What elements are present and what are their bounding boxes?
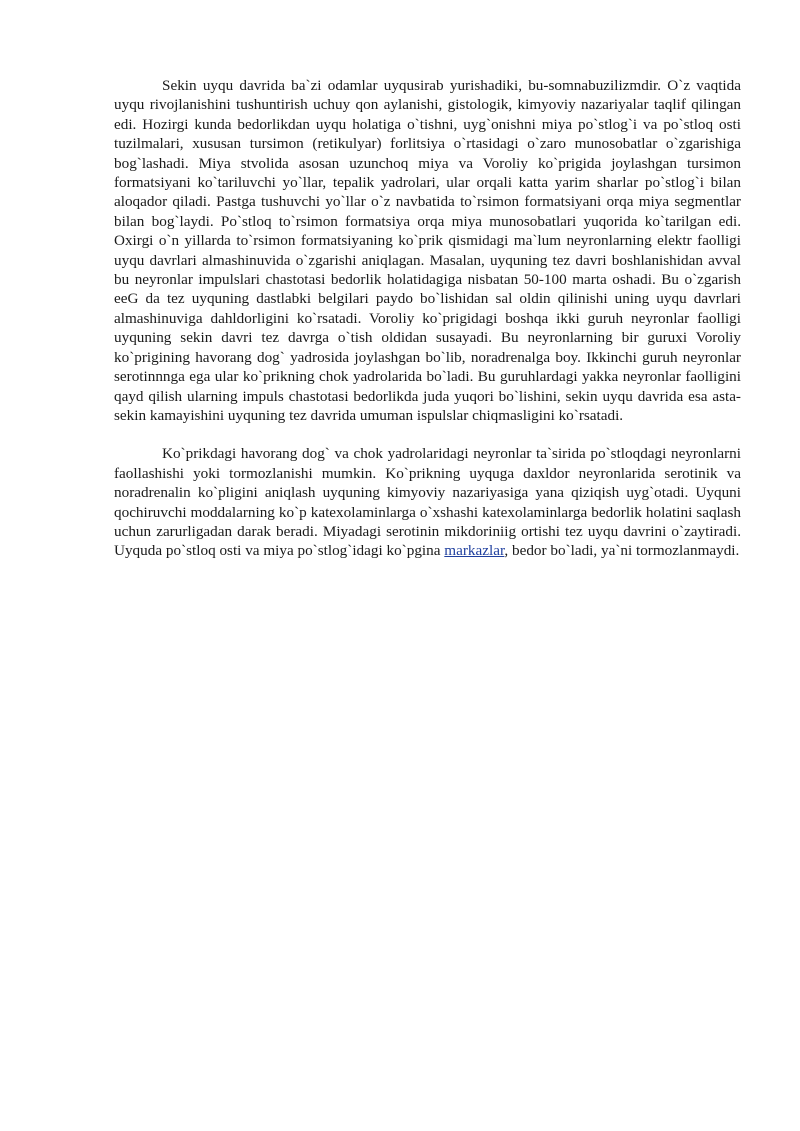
markazlar-link[interactable]: markazlar xyxy=(444,542,505,560)
paragraph-2-end: , bedor bo`ladi, ya`ni tormozlanmaydi. xyxy=(504,542,740,560)
paragraph-2 xyxy=(114,444,741,560)
paragraph-2-text: Ko`prikdagi havorang dog` va chok yadrolaridagi neyronlar ta`sirida po`stloqdagi neyronlarni faollashishi yoki tormozlanishi mumkin. Ko`prikning uyquga daxldor neyronlarida serotinik va noradrenalin ko`pligini aniqlash uyquning kimyoviy nazariyasiga yana qiziqish uyg`otadi. Uyquni qochiruvchi moddalarning ko`p katexolaminlarga o`xshashi katexolaminlarga bedorlik holatini saqlash uchun zarurligadan darak beradi. Miyadagi serotinin mikdoriniig ortishi tez uyqu davrini o`zaytiradi. Uyquda po`stloq osti va miya po`stlog`idagi ko`pgina xyxy=(114,445,741,560)
document-body xyxy=(114,76,741,561)
paragraph-1: Sekin uyqu davrida ba`zi odamlar uyqusirab yurishadiki, bu-somnabuzilizmdir. O`z vaqtida uyqu rivojlanishini tushuntirish uchuy qon aylanishi, gistologik, kimyoviy nazariyalar taqlif qilingan edi. Hozirgi kunda bedorlikdan uyqu holatiga o`tishni, uyg`onishni miya po`stlog`i va po`stloq osti tuzilmalari, xususan tursimon (retikulyar) forlitsiya o`rtasidagi o`zaro munosobatlar o`zgarishiga bog`lashadi. Miya stvolida asosan uzunchoq miya va Voroliy ko`prigida joylashgan tursimon formatsiyani ko`tariluvchi yo`llar, tepalik yadrolari, ular orqali katta yarim sharlar po`stlog`i bilan aloqador qiladi. Pastga tushuvchi yo`llar o`z navbatida to`rsimon formatsiyani orqa miya segmentlar bilan bog`laydi. Po`stloq to`rsimon formatsiya orqa miya munosobatlari yuqorida ko`tarilgan edi. Oxirgi o`n yillarda to`rsimon formatsiyaning ko`prik qismidagi ma`lum neyronlarning elektr faolligi uyqu davrlari almashinuvida o`zgarishi aniqlagan. Masalan, uyquning tez davri boshlanishidan avval bu neyronlar impulslari chastotasi bedorlik holatidagiga nisbatan 50-100 marta oshadi. Bu o`zgarish eeG da tez uyquning dastlabki belgilari paydo bo`lishidan sal oldin qilinishi uning uyqu davrlari almashinuviga dahldorligini ko`rsatadi. Voroliy ko`prigidagi boshqa ikki guruh neyronlar faolligi uyquning sekin davri tez davrga o`tish oldidan susayadi. Bu neyronlarning bir guruxi Voroliy ko`prigining havorang dog` yadrosida joylashgan bo`lib, noradrenalga boy. Ikkinchi guruh neyronlar serotinnnga ega ular ko`prikning chok yadrolarida bo`ladi. Bu guruhlardagi yakka neyronlar faolligini qayd qilish ularning impuls chastotasi bedorlikda juda yuqori bo`lishini, sekin uyqu davrida esa asta-sekin kamayishini uyquning tez davrida umuman ispulslar chiqmasligini ko`rsatadi. xyxy=(114,77,741,424)
